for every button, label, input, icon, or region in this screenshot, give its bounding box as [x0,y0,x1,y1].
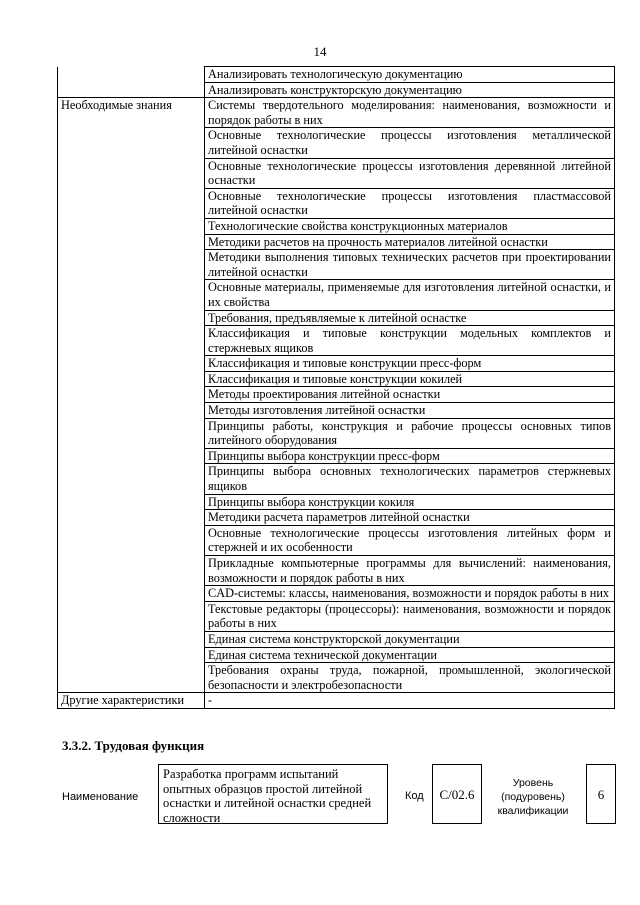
row-text: Классификация и типовые конструкции пресс-форм [205,356,615,372]
row-text: Требования, предъявляемые к литейной оснастке [205,310,615,326]
row-text: Единая система конструкторской документации [205,631,615,647]
row-text: Методы изготовления литейной оснастки [205,403,615,419]
row-text: Классификация и типовые конструкции модельных комплектов и стержневых ящиков [205,326,615,356]
row-text: - [205,693,615,709]
table-row [58,98,615,128]
row-text: CAD-системы: классы, наименования, возможности и порядок работы в них [205,586,615,602]
row-text: Принципы выбора основных технологических параметров стержневых ящиков [205,464,615,494]
row-text: Текстовые редакторы (процессоры): наименования, возможности и порядок работы в них [205,601,615,631]
row-text: Анализировать конструкторскую документацию [205,82,615,98]
row-text: Требования охраны труда, пожарной, промышленной, экологической безопасности и электробезопасности [205,663,615,693]
row-text: Методики расчета параметров литейной оснастки [205,510,615,526]
name-label: Наименование [62,791,139,803]
row-label [58,67,205,83]
row-text: Методы проектирования литейной оснастки [205,387,615,403]
row-text: Прикладные компьютерные программы для вычислений: наименования, возможности и порядок работы в них [205,556,615,586]
row-text: Принципы работы, конструкция и рабочие процессы основных типов литейного оборудования [205,418,615,448]
row-text: Основные технологические процессы изготовления пластмассовой литейной оснастки [205,188,615,218]
table-row [58,82,615,98]
name-value-box: Разработка программ испытаний опытных образцов простой литейной оснастки и литейной оснастки средней сложности [158,764,388,824]
page-number: 14 [313,44,327,59]
level-value-box: 6 [586,764,616,824]
row-text: Основные материалы, применяемые для изготовления литейной оснастки, и их свойства [205,280,615,310]
table-row [58,693,615,709]
row-label-knowledge: Необходимые знания [58,98,205,693]
row-label [58,82,205,98]
knowledge-table [57,66,615,709]
code-value-box: C/02.6 [432,764,482,824]
table-row [58,67,615,83]
row-text: Принципы выбора конструкции кокиля [205,494,615,510]
row-text: Единая система технической документации [205,647,615,663]
row-text: Методики расчетов на прочность материалов литейной оснастки [205,234,615,250]
row-text: Анализировать технологическую документацию [205,67,615,83]
row-text: Технологические свойства конструкционных материалов [205,218,615,234]
row-text: Основные технологические процессы изготовления металлической литейной оснастки [205,128,615,158]
row-text: Принципы выбора конструкции пресс-форм [205,448,615,464]
level-label: Уровень (подуровень) квалификации [497,777,569,817]
row-text: Системы твердотельного моделирования: наименования, возможности и порядок работы в них [205,98,615,128]
row-label-other: Другие характеристики [58,693,205,709]
row-text: Классификация и типовые конструкции кокилей [205,371,615,387]
row-text: Методики выполнения типовых технических расчетов при проектировании литейной оснастки [205,250,615,280]
row-text: Основные технологические процессы изготовления литейных форм и стержней и их особенности [205,525,615,555]
section-title: 3.3.2. Трудовая функция [62,738,205,753]
code-label: Код [405,790,424,802]
row-text: Основные технологические процессы изготовления деревянной литейной оснастки [205,158,615,188]
